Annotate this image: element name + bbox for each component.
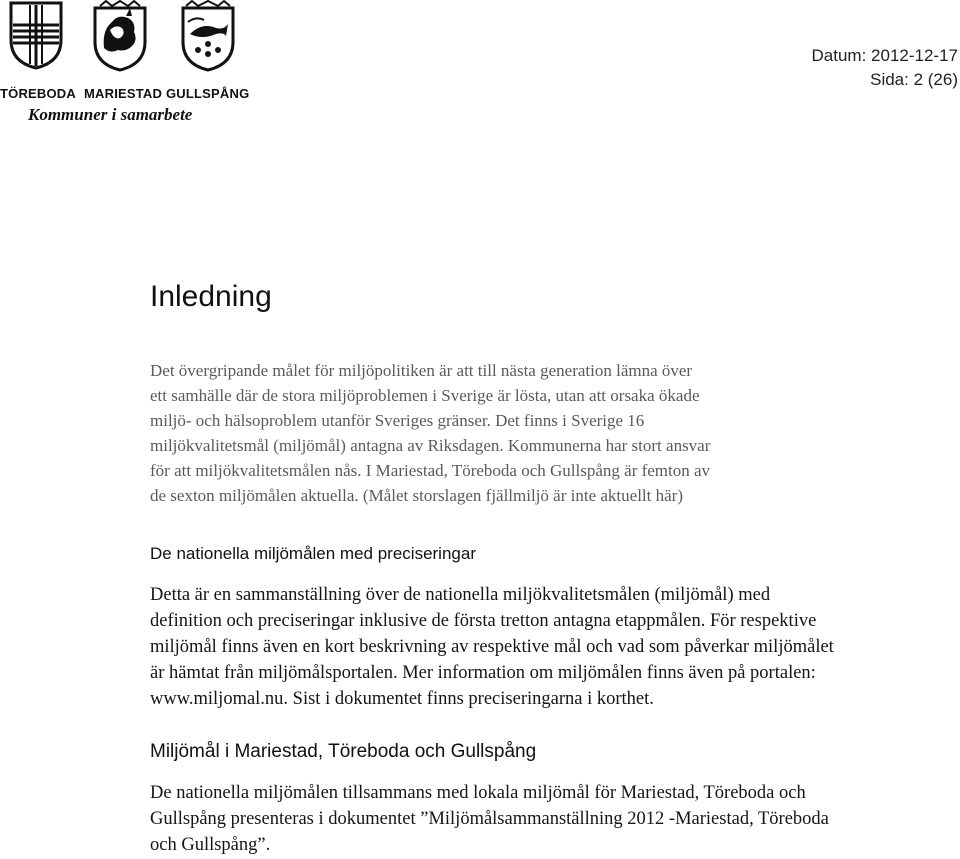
paragraph-line: De nationella miljömålen tillsammans med lokala miljömål för Mariestad, Töreboda och [150,783,806,803]
paragraph-line: definition och preciseringar inklusive de första tretton antagna etappmålen. För respektive [150,611,817,631]
paragraph-line: och Gullspång”. [150,835,271,855]
municipality-names [0,86,250,106]
coat-of-arms-row [0,0,250,86]
local-goals-paragraph [150,780,940,858]
paragraph-line: miljömål finns även en kort beskrivning av respektive mål och vad som påverkar miljömålet [150,637,834,657]
toreboda-crest-icon [8,0,64,70]
document-date: Datum: 2012-12-17 [811,46,958,65]
section-heading-local-goals: Miljömål i Mariestad, Töreboda och Gullspång [150,741,537,762]
intro-line: Det övergripande målet för miljöpolitiken är att till nästa generation lämna över [150,361,693,380]
paragraph-line: Gullspång presenteras i dokumentet ”Miljömålsammanställning 2012 -Mariestad, Töreboda [150,809,829,829]
logo-tagline: Kommuner i samarbete [28,105,193,124]
intro-line: miljökvalitetsmål (miljömål) antagna av Riksdagen. Kommunerna har stort ansvar [150,436,711,455]
section-heading-national-goals: De nationella miljömålen med preciseringar [150,544,476,563]
gullspang-crest-icon [180,0,236,72]
municipality-mariestad: MARIESTAD [84,86,163,101]
page-heading: Inledning [150,280,272,313]
paragraph-line: www.miljomal.nu. Sist i dokumentet finns preciseringarna i korthet. [150,689,654,709]
intro-line: de sexton miljömålen aktuella. (Målet storslagen fjällmiljö är inte aktuellt här) [150,486,683,505]
paragraph-line: är hämtat från miljömålsportalen. Mer information om miljömålen finns även på portalen: [150,663,816,683]
intro-line: miljö- och hälsoproblem utanför Sveriges gränser. Det finns i Sverige 16 [150,411,645,430]
municipality-gullspang: GULLSPÅNG [166,86,250,101]
national-goals-paragraph [150,582,940,712]
mariestad-crest-icon [92,0,148,72]
intro-paragraph [150,358,940,508]
intro-line: ett samhälle där de stora miljöproblemen i Sverige är lösta, utan att orsaka ökade [150,386,700,405]
municipality-toreboda: TÖREBODA [0,86,76,101]
document-meta [758,44,960,92]
page-number: Sida: 2 (26) [870,70,958,89]
paragraph-line: Detta är en sammanställning över de nationella miljökvalitetsmålen (miljömål) med [150,585,771,605]
intro-line: för att miljökvalitetsmålen nås. I Mariestad, Töreboda och Gullspång är femton av [150,461,711,480]
municipal-logo [0,0,250,130]
